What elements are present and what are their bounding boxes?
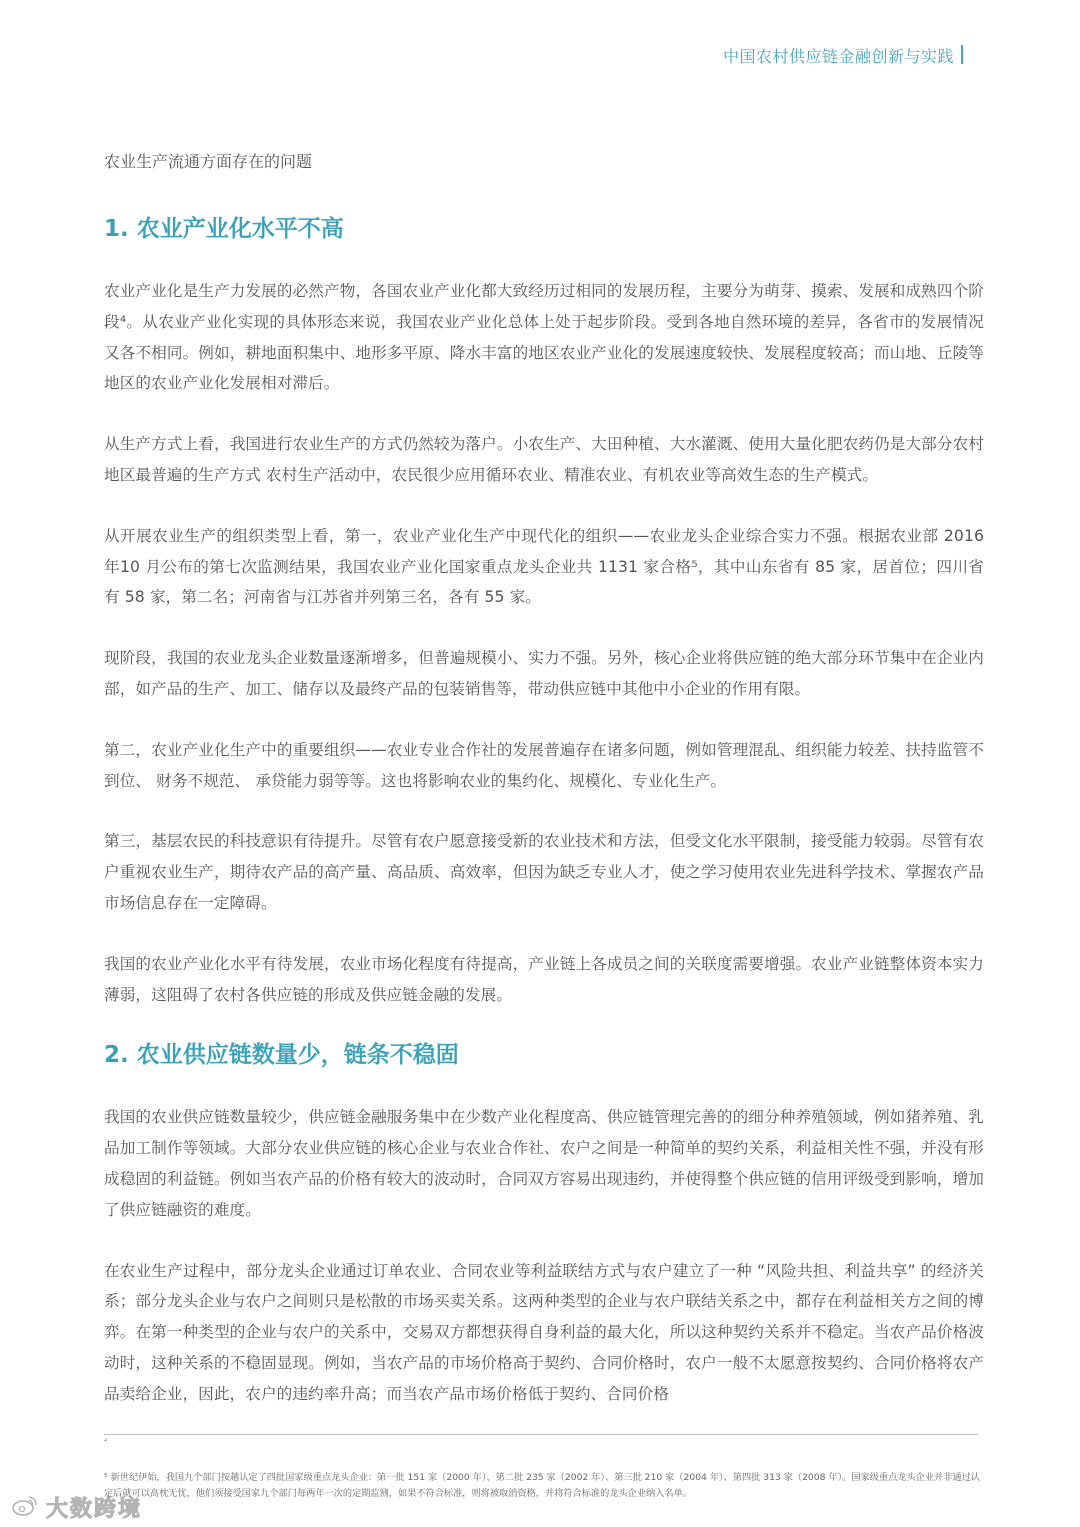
running-header [723, 44, 954, 67]
section-1-paragraph: 现阶段，我国的农业龙头企业数量逐渐增多，但普遍规模小、实力不强。另外，核心企业将供应链的绝大部分环节集中在企业内部，如产品的生产、加工、储存以及最终产品的包装销售等，带动供应链中其他中小企业的作用有限。 [104, 649, 984, 698]
page-subtitle: 农业生产流通方面存在的问题 [104, 152, 313, 171]
section-1-paragraph: 从开展农业生产的组织类型上看，第一，农业产业化生产中现代化的组织——农业龙头企业综合实力不强。根据农业部 2016 年10 月公布的第七次监测结果，我国农业产业化国家重点龙头企业共 1131 家合格⁵，其中山东省有 85 家，居首位；四川省有 58 家，第二名；河南省与江苏省并列第三名，各有 55 家。 [104, 526, 984, 607]
section-1-paragraph: 农业产业化是生产力发展的必然产物，各国农业产业化都大致经历过相同的发展历程，主要分为萌芽、摸索、发展和成熟四个阶段⁴。从农业产业化实现的具体形态来说，我国农业产业化总体上处于起步阶段。受到各地自然环境的差异，各省市的发展情况又各不相同。例如，耕地面积集中、地形多平原、降水丰富的地区农业产业化的发展速度较快、发展程度较高；而山地、丘陵等地区的农业产业化发展相对滞后。 [104, 282, 984, 393]
section-1-paragraph: 第二，农业产业化生产中的重要组织——农业专业合作社的发展普遍存在诸多问题，例如管理混乱、组织能力较差、扶持监管不到位、 财务不规范、 承贷能力弱等等。这也将影响农业的集约化、规模化、专业化生产。 [104, 740, 984, 790]
section-2-heading: 2. 农业供应链数量少，链条不稳固 [104, 1042, 459, 1069]
section-2-paragraph: 在农业生产过程中，部分龙头企业通过订单农业、合同农业等利益联结方式与农户建立了一种 “风险共担、利益共享” 的经济关系；部分龙头企业与农户之间则只是松散的市场买卖关系。这两种类型的企业与农户联结关系之中，都存在利益相关方之间的博弈。在第一种类型的企业与农户的关系中，交易双方都想获得自身利益的最大化，所以这种契约关系并不稳定。当农产品价格波动时，这种关系的不稳固显现。例如，当农产品的市场价格高于契约、合同价格时，农户一般不太愿意按契约、合同价格将农产品卖给企业，因此，农户的违约率升高；而当农产品市场价格低于契约、合同价格 [104, 1261, 984, 1403]
section-1-paragraph: 第三，基层农民的科技意识有待提升。尽管有农户愿意接受新的农业技术和方法，但受文化水平限制，接受能力较弱。尽管有农户重视农业生产，期待农产品的高产量、高品质、高效率，但因为缺乏专业人才，使之学习使用农业先进科学技术、掌握农产品市场信息存在一定障碍。 [104, 832, 984, 912]
header-divider-bar [961, 45, 963, 64]
footnote-4-marker: ⁴ [104, 1437, 108, 1446]
section-1-heading: 1. 农业产业化水平不高 [104, 216, 344, 242]
running-header-title: 中国农村供应链金融创新与实践 [722, 47, 954, 66]
page-content [104, 150, 984, 1440]
section-1-paragraph: 从生产方式上看，我国进行农业生产的方式仍然较为落户。小农生产、大田种植、大水灌溉、使用大量化肥农药仍是大部分农村地区最普遍的生产方式 农村生产活动中，农民很少应用循环农业、精准农业、有机农业等高效生态的生产模式。 [104, 435, 984, 484]
section-2-paragraph: 我国的农业供应链数量较少，供应链金融服务集中在少数产业化程度高、供应链管理完善的的细分种养殖领域，例如猪养殖、乳品加工制作等领域。大部分农业供应链的核心企业与农业合作社、农户之间是一种简单的契约关系，利益相关性不强，并没有形成稳固的利益链。例如当农产品的价格有较大的波动时，合同双方容易出现违约，并使得整个供应链的信用评级受到影响，增加了供应链融资的难度。 [104, 1108, 984, 1219]
watermark [12, 1492, 142, 1523]
footnote-divider [104, 1434, 978, 1435]
watermark-text: 大数跨境 [46, 1497, 143, 1522]
section-1-paragraph: 我国的农业产业化水平有待发展，农业市场化程度有待提高，产业链上各成员之间的关联度需要增强。农业产业链整体资本实力薄弱，这阻碍了农村各供应链的形成及供应链金融的发展。 [104, 954, 984, 1004]
footnote-5: ⁵ 新世纪伊始，我国九个部门按趟认定了四批国家级重点龙头企业：第一批 151 家（2000 年）、第二批 235 家（2002 年）、第三批 210 家（2004 年）、第四批 313 家（2008 年）。国家级重点龙头企业并非通过认定后就可以高枕无忧，他们须接受国家九个部门每两年一次的定期监测，如果不符合标准，则将被取消资格，并将符合标准的龙头企业纳入名单。 [104, 1472, 980, 1499]
weibo-icon [12, 1495, 38, 1521]
